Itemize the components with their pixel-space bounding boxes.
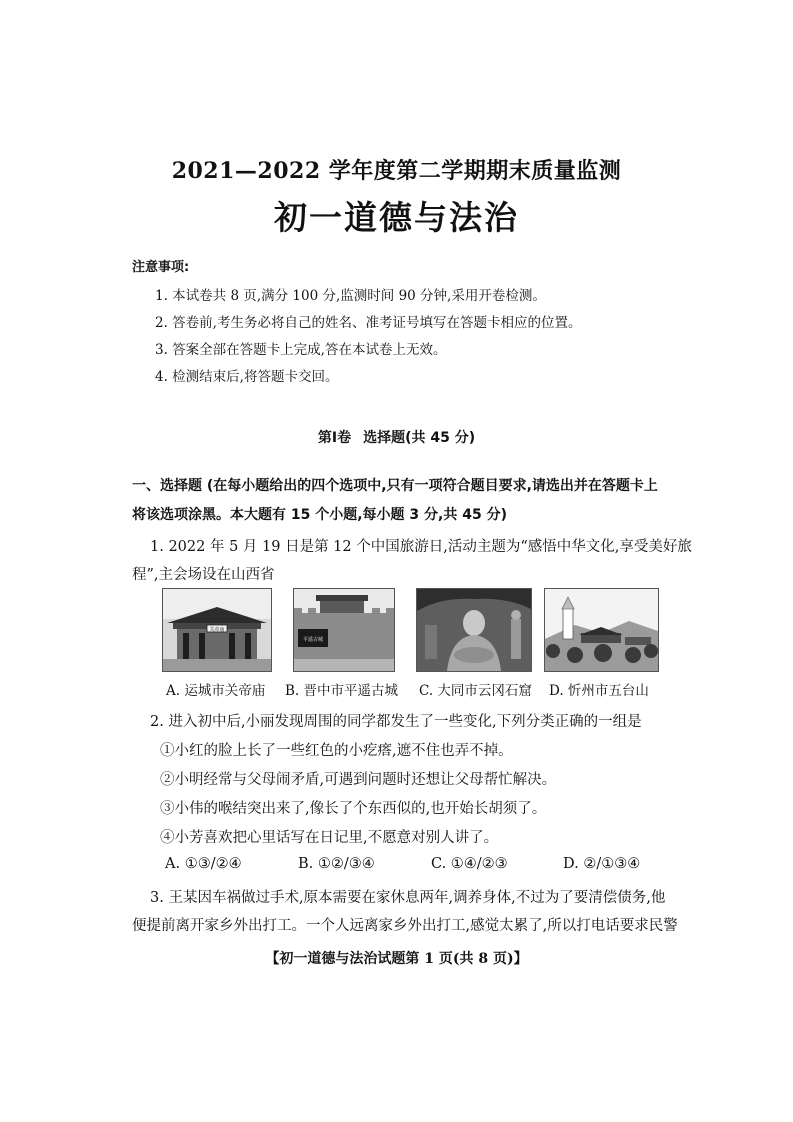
subject-title: 初一道德与法治 — [274, 198, 519, 237]
photo-caption-b: B. 晋中市平遥古城 — [285, 683, 399, 699]
photo-caption-c: C. 大同市云冈石窟 — [419, 683, 532, 699]
photo-wutai-mountain — [544, 588, 659, 672]
photo-caption-d: D. 忻州市五台山 — [549, 683, 649, 699]
photo-pingyao-ancient-city — [293, 588, 395, 672]
exam-title: 2021—2022 学年度第二学期期末质量监测 — [171, 158, 622, 184]
q2-choice-b: B. ①②/③④ — [298, 856, 375, 872]
section-title — [0, 427, 793, 447]
q2-item: ④小芳喜欢把心里话写在日记里,不愿意对别人讲了。 — [160, 830, 499, 846]
q2-item: ②小明经常与父母闹矛盾,可遇到问题时还想让父母帮忙解决。 — [160, 772, 557, 788]
part-instructions-line2: 将该选项涂黑。本大题有 15 个小题,每小题 3 分,共 45 分) — [132, 507, 507, 523]
page-footer: 【初一道德与法治试题第 1 页(共 8 页)】 — [265, 951, 528, 967]
note-item: 1. 本试卷共 8 页,满分 100 分,监测时间 90 分钟,采用开卷检测。 — [155, 288, 546, 304]
q2-choice-d: D. ②/①③④ — [563, 856, 641, 872]
q3-stem-line2: 便提前离开家乡外出打工。一个人远离家乡外出打工,感觉太累了,所以打电话要求民警 — [132, 918, 678, 934]
q1-stem-line1: 1. 2022 年 5 月 19 日是第 12 个中国旅游日,活动主题为“感悟中华文化,享受美好旅 — [150, 539, 692, 555]
notes-heading: 注意事项: — [132, 260, 190, 275]
q1-stem-line2: 程”,主会场设在山西省 — [132, 567, 275, 583]
photo-guandi-temple — [162, 588, 272, 672]
note-item: 3. 答案全部在答题卡上完成,答在本试卷上无效。 — [155, 342, 447, 358]
q2-choice-c: C. ①④/②③ — [431, 856, 508, 872]
note-item: 2. 答卷前,考生务必将自己的姓名、准考证号填写在答题卡相应的位置。 — [155, 315, 582, 331]
photo-yungang-grottoes — [416, 588, 532, 672]
note-item: 4. 检测结束后,将答题卡交回。 — [155, 369, 339, 385]
q2-item: ③小伟的喉结突出来了,像长了个东西似的,也开始长胡须了。 — [160, 801, 547, 817]
section-name: 选择题(共 45 分) — [363, 430, 476, 446]
photo-caption-a: A. 运城市关帝庙 — [166, 683, 266, 699]
q2-stem: 2. 进入初中后,小丽发现周围的同学都发生了一些变化,下列分类正确的一组是 — [150, 714, 642, 730]
q3-stem-line1: 3. 王某因车祸做过手术,原本需要在家休息两年,调养身体,不过为了要清偿债务,他 — [150, 890, 666, 906]
q2-choice-a: A. ①③/②④ — [165, 856, 242, 872]
section-volume: 第Ⅰ卷 — [317, 430, 352, 446]
q2-item: ①小红的脸上长了一些红色的小疙瘩,遮不住也弄不掉。 — [160, 743, 513, 759]
temple-sign-text: 关帝庙 — [209, 627, 225, 633]
wall-sign-text: 平遥古城 — [302, 637, 324, 643]
part-instructions-line1: 一、选择题 (在每小题给出的四个选项中,只有一项符合题目要求,请选出并在答题卡上 — [132, 478, 658, 494]
